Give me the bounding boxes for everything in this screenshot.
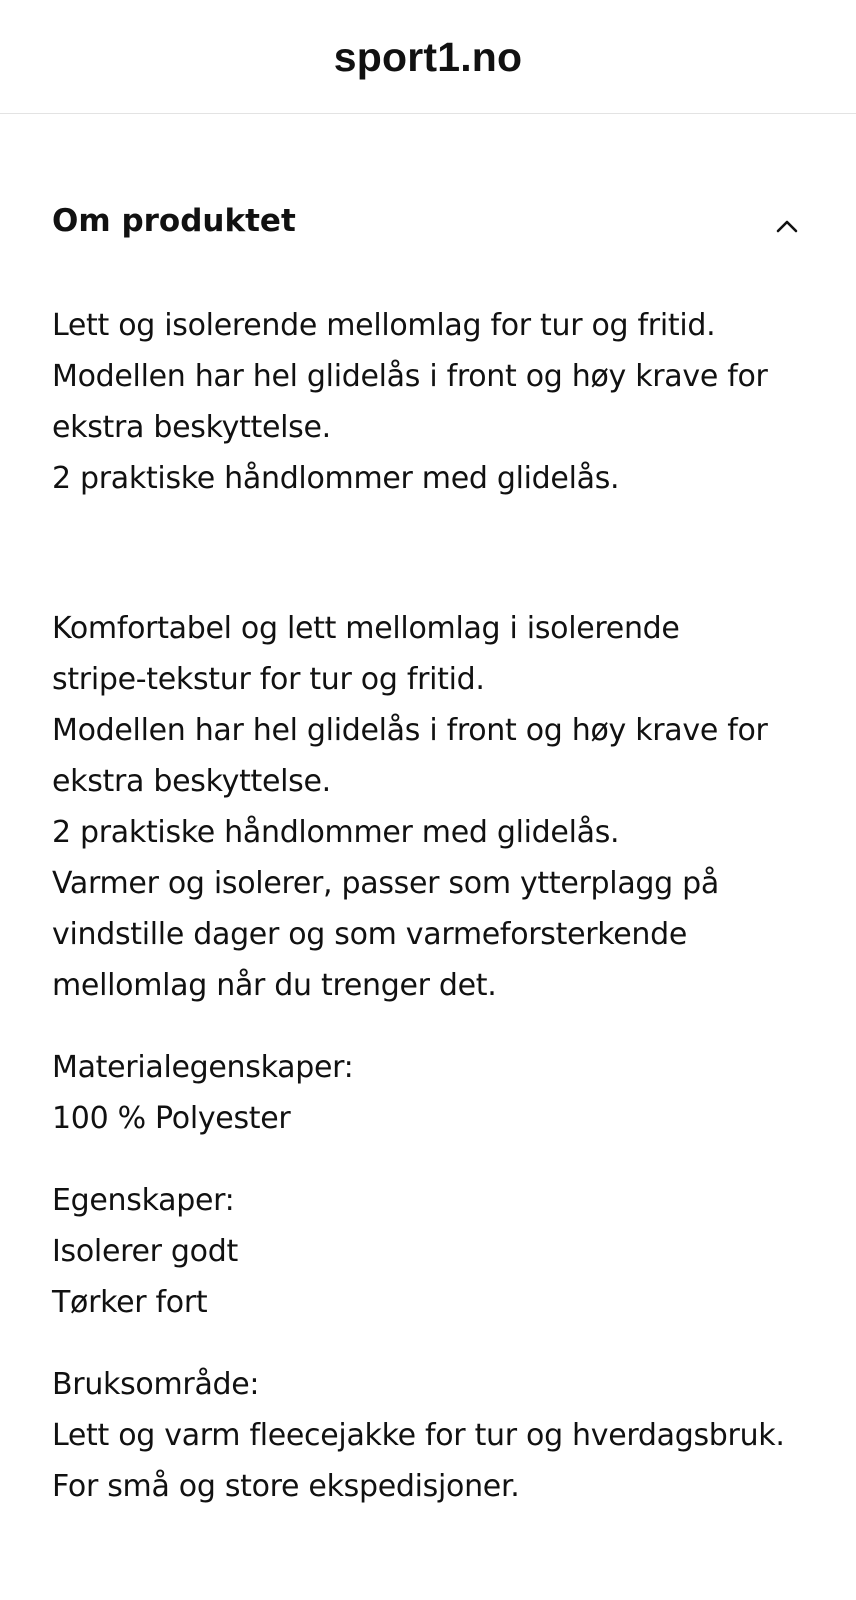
accordion-body — [52, 300, 804, 1512]
spacer — [52, 114, 804, 172]
product-features: Egenskaper: Isolerer godt Tørker fort — [52, 1183, 238, 1320]
description-intro: Lett og isolerende mellomlag for tur og fritid. Modellen har hel glidelås i front og høy krave for ekstra beskyttelse. 2 praktiske håndlommer med glidelås. — [52, 308, 768, 496]
product-info-section — [0, 114, 856, 1512]
accordion-title: Om produktet — [52, 203, 296, 239]
usage-area: Bruksområde: Lett og varm fleecejakke for tur og hverdagsbruk. For små og store ekspedisjoner. — [52, 1367, 785, 1504]
description-detail: Komfortabel og lett mellomlag i isolerende stripe-tekstur for tur og fritid. Modellen har hel glidelås i front og høy krave for ekstra beskyttelse. 2 praktiske håndlommer med glidelås. Varmer og isolerer, passer som ytterplagg på vindstille dager og som varmeforsterkende mellomlag når du trenger det. — [52, 611, 768, 1003]
site-header — [0, 0, 856, 114]
accordion-header-om-produktet[interactable] — [52, 172, 804, 284]
material-properties: Materialegenskaper: 100 % Polyester — [52, 1050, 354, 1136]
site-logo[interactable]: sport1.no — [333, 34, 523, 80]
chevron-up-icon[interactable] — [774, 214, 800, 240]
